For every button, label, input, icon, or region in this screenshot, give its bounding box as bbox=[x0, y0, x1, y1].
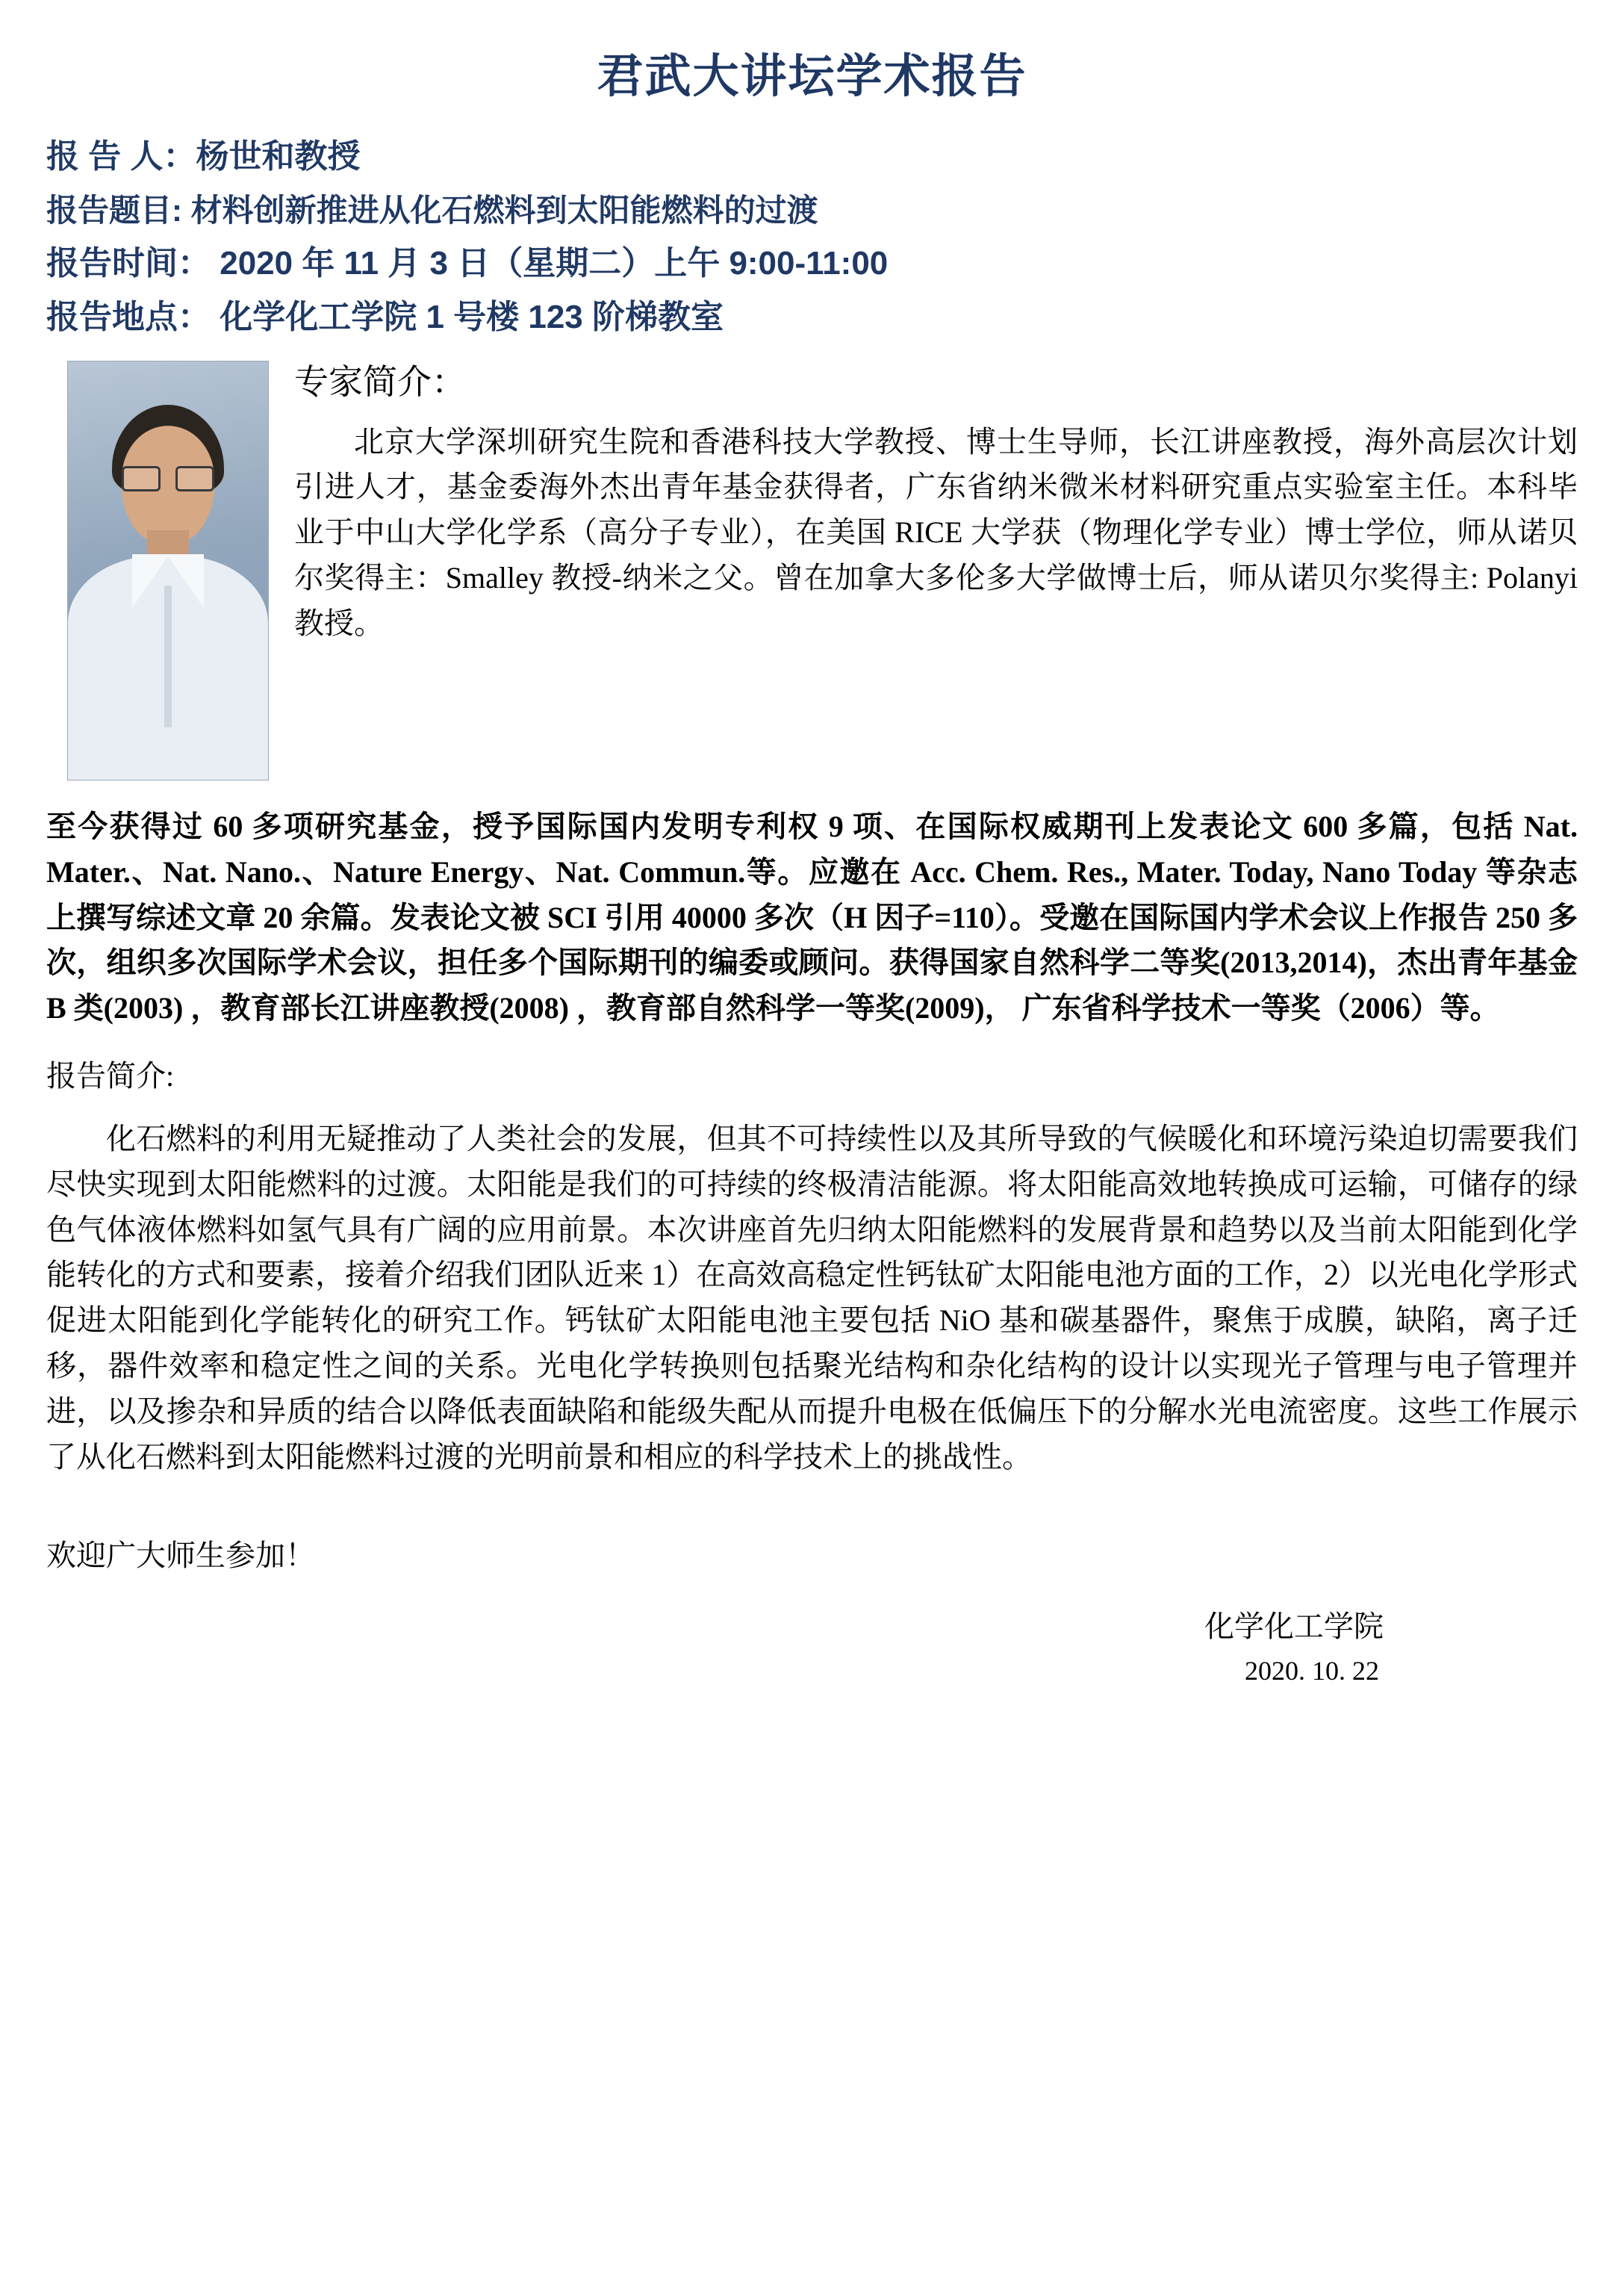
speaker-photo bbox=[67, 361, 269, 780]
meta-line-topic bbox=[46, 193, 1578, 229]
bio-heading: 专家简介： bbox=[294, 363, 466, 402]
meta-label-location: 报告地点： bbox=[46, 299, 211, 336]
abstract-paragraph: 化石燃料的利用无疑推动了人类社会的发展，但其不可持续性以及其所导致的气候暖化和环境污染迫切需要我们尽快实现到太阳能燃料的过渡。太阳能是我们的可持续的终极清洁能源。将太阳能高效地转换成可运输，可储存的绿色气体液体燃料如氢气具有广阔的应用前景。本次讲座首先归纳太阳能燃料的发展背景和趋势以及当前太阳能到化学能转化的方式和要素，接着介绍我们团队近来 1）在高效高稳定性钙钛矿太阳能电池方面的工作，2）以光电化学形式促进太阳能到化学能转化的研究工作。钙钛矿太阳能电池主要包括 NiO 基和碳基器件，聚焦于成膜，缺陷，离子迁移，器件效率和稳定性之间的关系。光电化学转换则包括聚光结构和杂化结构的设计以实现光子管理与电子管理并进，以及掺杂和异质的结合以降低表面缺陷和能级失配从而提升电极在低偏压下的分解水光电流密度。这些工作展示了从化石燃料到太阳能燃料过渡的光明前景和相应的科学技术上的挑战性。 bbox=[46, 1122, 1578, 1474]
portrait-collar-right bbox=[167, 554, 204, 608]
page-title: 君武大讲坛学术报告 bbox=[597, 51, 1027, 102]
meta-block bbox=[46, 138, 1578, 337]
meta-label-topic: 报告题目: bbox=[46, 192, 182, 228]
signature-date: 2020. 10. 22 bbox=[1245, 1656, 1379, 1686]
signature-organization: 化学化工学院 bbox=[1204, 1610, 1384, 1644]
meta-value-location: 化学化工学院 1 号楼 123 阶梯教室 bbox=[211, 299, 724, 336]
glasses-icon bbox=[120, 466, 216, 488]
meta-line-location bbox=[46, 299, 1578, 337]
bio-section bbox=[46, 353, 1578, 786]
meta-label-time: 报告时间： bbox=[46, 244, 211, 282]
meta-label-speaker: 报 告 人： bbox=[46, 138, 196, 175]
meta-value-time: 2020 年 11 月 3 日（星期二）上午 9:00-11:00 bbox=[211, 244, 889, 282]
achievements-paragraph: 至今获得过 60 多项研究基金，授予国际国内发明专利权 9 项、在国际权威期刊上发表论文 600 多篇，包括 Nat. Mater.、Nat. Nano.、Nature Energy、Nat. Commun.等。应邀在 Acc. Chem. Res., Mater. Today, Nano Today 等杂志上撰写综述文章 20 余篇。发表论文被 SCI 引用 40000 多次（H 因子=110）。受邀在国际国内学术会议上作报告 250 多次，组织多次国际学术会议，担任多个国际期刊的编委或顾问。获得国家自然科学二等奖(2013,2014)，杰出青年基金 B 类(2003) ，教育部长江讲座教授(2008) ，教育部自然科学一等奖(2009)， 广东省科学技术一等奖（2006）等。 bbox=[46, 810, 1578, 1025]
signature-block bbox=[46, 1607, 1578, 1689]
meta-value-speaker: 杨世和教授 bbox=[196, 138, 361, 175]
bio-paragraph: 北京大学深圳研究生院和香港科技大学教授、博士生导师，长江讲座教授，海外高层次计划引进人才，基金委海外杰出青年基金获得者，广东省纳米微米材料研究重点实验室主任。本科毕业于中山大学化学系（高分子专业），在美国 RICE 大学获（物理化学专业）博士学位，师从诺贝尔奖得主：Smalley 教授-纳米之父。曾在加拿大多伦多大学做博士后，师从诺贝尔奖得主: Polanyi 教授。 bbox=[294, 424, 1578, 640]
welcome-note: 欢迎广大师生参加！ bbox=[46, 1539, 315, 1573]
meta-line-speaker bbox=[46, 138, 1578, 176]
meta-value-topic: 材料创新推进从化石燃料到太阳能燃料的过渡 bbox=[182, 192, 818, 228]
abstract-label: 报告简介: bbox=[46, 1059, 175, 1093]
meta-line-time bbox=[46, 245, 1578, 283]
portrait-placket bbox=[164, 586, 172, 727]
